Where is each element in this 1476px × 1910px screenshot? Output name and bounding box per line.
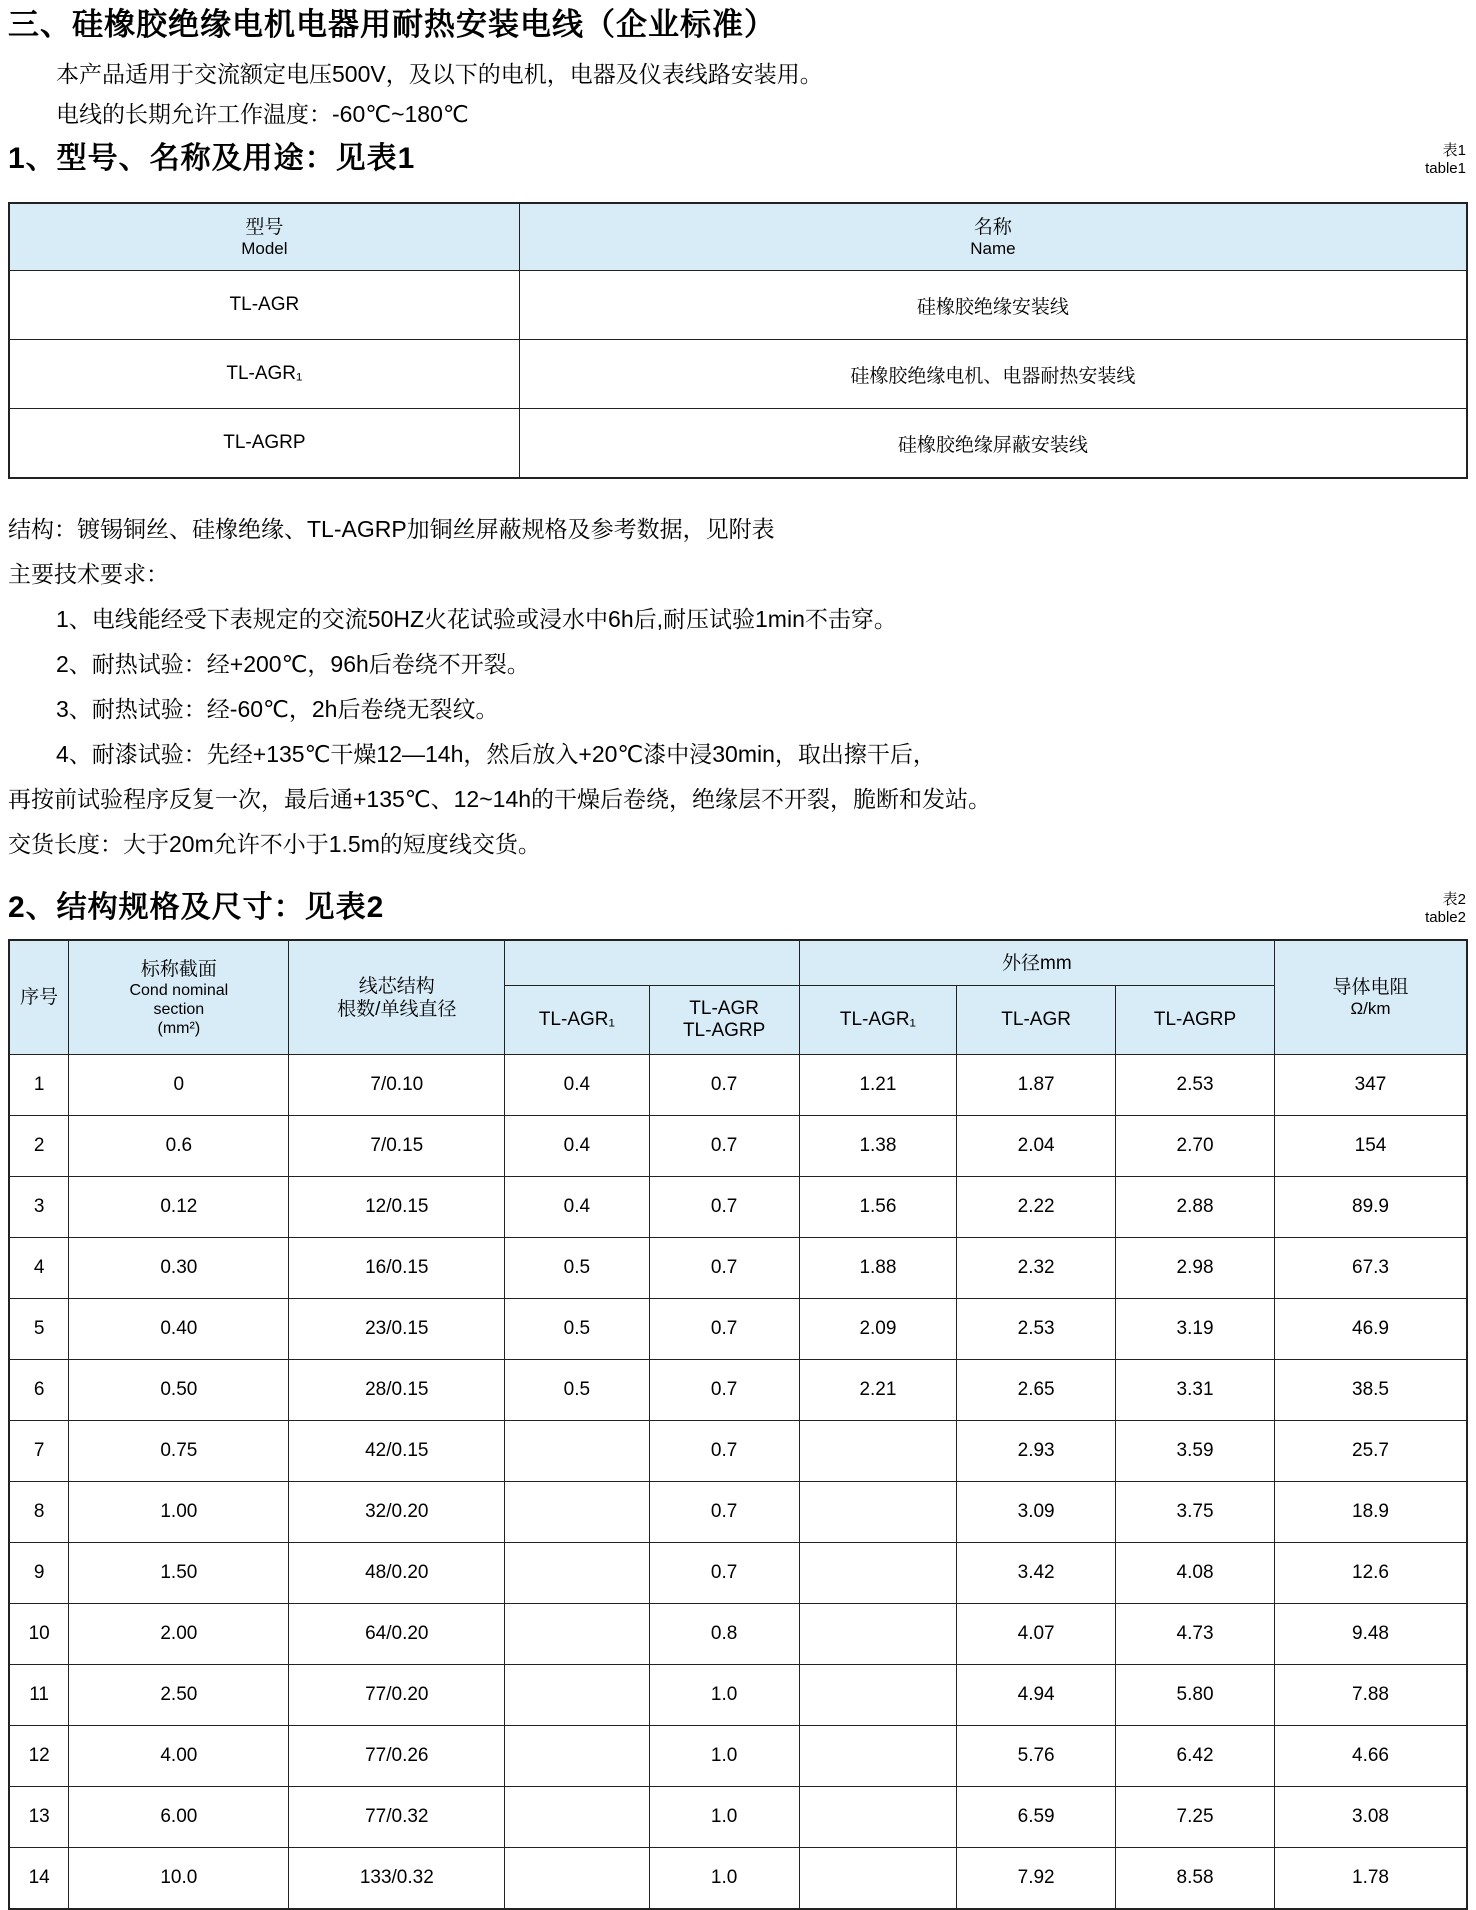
table2-core-structure-cell: 12/0.15 — [289, 1177, 505, 1238]
table2-core-structure-cell: 77/0.20 — [289, 1665, 505, 1726]
table2-od-agr1-cell: 2.09 — [799, 1299, 956, 1360]
table2-od-agr-cell: 6.59 — [957, 1787, 1116, 1848]
table2-thickness-agr-agrp-cell: 0.7 — [649, 1360, 799, 1421]
core-structure-cn2: 根数/单线直径 — [337, 998, 457, 1020]
table2-od-agr-cell: 2.32 — [957, 1238, 1116, 1299]
table2-thickness-agr-agrp-cell: 1.0 — [649, 1848, 799, 1910]
table2-od-agrp-cell: 4.73 — [1116, 1604, 1275, 1665]
table1-model-name — [8, 202, 1468, 479]
table2-resistance-cell: 46.9 — [1275, 1299, 1468, 1360]
table2-seq-cell: 6 — [9, 1360, 69, 1421]
thickness-agr-agrp-header — [649, 986, 799, 1055]
table1-row — [9, 271, 1467, 340]
table2-spec-dimensions — [8, 939, 1468, 1910]
table2-seq-cell: 8 — [9, 1482, 69, 1543]
table2-thickness-agr-agrp-cell: 1.0 — [649, 1787, 799, 1848]
table1-model-cell: TL-AGR₁ — [9, 340, 519, 409]
table1-name-header-en: Name — [970, 238, 1016, 258]
table2-core-structure-cell: 32/0.20 — [289, 1482, 505, 1543]
requirement-item: 2、耐热试验：经+200℃，96h后卷绕不开裂。 — [56, 651, 530, 677]
table2-row — [9, 1055, 1467, 1116]
table2-nominal-section-cell: 0.6 — [69, 1116, 289, 1177]
table2-nominal-section-cell: 0.75 — [69, 1421, 289, 1482]
table1-name-header-cn: 名称 — [973, 216, 1012, 238]
section1-heading: 1、型号、名称及用途：见表1 — [8, 142, 416, 175]
table2-resistance-cell: 67.3 — [1275, 1238, 1468, 1299]
table2-core-structure-cell: 133/0.32 — [289, 1848, 505, 1910]
table2-nominal-section-cell: 0.40 — [69, 1299, 289, 1360]
table2-core-structure-cell: 7/0.10 — [289, 1055, 505, 1116]
table2-od-agr-cell: 3.09 — [957, 1482, 1116, 1543]
section2-heading: 2、结构规格及尺寸：见表2 — [8, 891, 385, 924]
table2-od-agrp-cell: 4.08 — [1116, 1543, 1275, 1604]
table2-seq-cell: 7 — [9, 1421, 69, 1482]
table1-name-cell: 硅橡胶绝缘安装线 — [519, 271, 1467, 340]
table2-seq-cell: 12 — [9, 1726, 69, 1787]
nominal-section-cn: 标称截面 — [140, 958, 217, 980]
od-agr-header: TL-AGR — [957, 986, 1116, 1055]
table2-od-agr1-cell: 1.88 — [799, 1238, 956, 1299]
table2-core-structure-cell: 48/0.20 — [289, 1543, 505, 1604]
nominal-section-en2: section — [153, 1000, 205, 1018]
table2-nominal-section-cell: 2.00 — [69, 1604, 289, 1665]
table2-row — [9, 1787, 1467, 1848]
requirements-title: 主要技术要求： — [8, 561, 169, 587]
table2-row — [9, 1543, 1467, 1604]
thickness-agr-line: TL-AGR — [689, 998, 759, 1019]
table2-nominal-section-cell: 1.50 — [69, 1543, 289, 1604]
table2-seq-cell: 13 — [9, 1787, 69, 1848]
table2-resistance-cell: 4.66 — [1275, 1726, 1468, 1787]
table2-row — [9, 1360, 1467, 1421]
od-agr1-header: TL-AGR₁ — [799, 986, 956, 1055]
table1-model-cell: TL-AGRP — [9, 409, 519, 479]
table2-seq-cell: 11 — [9, 1665, 69, 1726]
table2-row — [9, 1116, 1467, 1177]
seq-header — [9, 940, 69, 1055]
intro-block — [8, 54, 1468, 134]
table2-od-agr-cell: 2.65 — [957, 1360, 1116, 1421]
core-structure-cn1: 线芯结构 — [358, 975, 435, 997]
table1-label-cn: 表1 — [1442, 142, 1466, 159]
core-structure-header — [289, 940, 505, 1055]
table2-thickness-agr-agrp-cell: 0.7 — [649, 1421, 799, 1482]
table2-od-agr-cell: 2.04 — [957, 1116, 1116, 1177]
table2-seq-cell: 5 — [9, 1299, 69, 1360]
table2-od-agr1-cell: 1.38 — [799, 1116, 956, 1177]
table2-nominal-section-cell: 6.00 — [69, 1787, 289, 1848]
table2-od-agr-cell: 2.22 — [957, 1177, 1116, 1238]
requirement-item: 4、耐漆试验：先经+135℃干燥12—14h，然后放入+20℃漆中浸30min，取出擦干后， — [56, 741, 936, 767]
table2-od-agrp-cell: 3.31 — [1116, 1360, 1275, 1421]
requirement-continuation: 再按前试验程序反复一次，最后通+135℃、12~14h的干燥后卷绕，绝缘层不开裂，脆断和发站。 — [8, 786, 992, 812]
intro-line: 电线的长期允许工作温度：-60℃~180℃ — [56, 101, 469, 127]
table2-resistance-cell: 1.78 — [1275, 1848, 1468, 1910]
table2-thickness-agr1-cell — [505, 1726, 649, 1787]
table2-seq-cell: 4 — [9, 1238, 69, 1299]
table2-core-structure-cell: 77/0.32 — [289, 1787, 505, 1848]
table2-od-agr-cell: 3.42 — [957, 1543, 1116, 1604]
table1-row — [9, 409, 1467, 479]
table2-thickness-agr-agrp-cell: 0.7 — [649, 1177, 799, 1238]
section1-header-row — [8, 140, 1468, 178]
table2-nominal-section-cell: 1.00 — [69, 1482, 289, 1543]
outer-diameter-group-header — [799, 940, 1274, 986]
table2-od-agr1-cell — [799, 1848, 956, 1910]
notes-block — [8, 507, 1468, 867]
table1-model-header — [9, 203, 519, 271]
table2-row — [9, 1238, 1467, 1299]
table2-label — [1425, 891, 1468, 927]
table2-row — [9, 1665, 1467, 1726]
conductor-resistance-header — [1275, 940, 1468, 1055]
table1-model-header-en: Model — [241, 238, 288, 258]
table2-nominal-section-cell: 0 — [69, 1055, 289, 1116]
table2-thickness-agr1-cell — [505, 1421, 649, 1482]
table2-nominal-section-cell: 4.00 — [69, 1726, 289, 1787]
table2-resistance-cell: 3.08 — [1275, 1787, 1468, 1848]
table2-resistance-cell: 18.9 — [1275, 1482, 1468, 1543]
table2-thickness-agr1-cell — [505, 1848, 649, 1910]
table2-nominal-section-cell: 0.30 — [69, 1238, 289, 1299]
table2-body — [9, 1055, 1467, 1910]
table2-od-agr1-cell — [799, 1787, 956, 1848]
table2-resistance-cell: 89.9 — [1275, 1177, 1468, 1238]
structure-note: 结构：镀锡铜丝、硅橡绝缘、TL-AGRP加铜丝屏蔽规格及参考数据，见附表 — [8, 516, 775, 542]
table2-od-agr1-cell — [799, 1604, 956, 1665]
thickness-agr1-header: TL-AGR₁ — [505, 986, 649, 1055]
table2-thickness-agr1-cell: 0.4 — [505, 1177, 649, 1238]
table2-row — [9, 1177, 1467, 1238]
nominal-section-unit: (mm²) — [157, 1019, 201, 1037]
table2-thickness-agr1-cell — [505, 1665, 649, 1726]
table2-core-structure-cell: 23/0.15 — [289, 1299, 505, 1360]
table2-thickness-agr-agrp-cell: 1.0 — [649, 1665, 799, 1726]
table2-od-agrp-cell: 5.80 — [1116, 1665, 1275, 1726]
table2-od-agrp-cell: 3.59 — [1116, 1421, 1275, 1482]
table2-resistance-cell: 347 — [1275, 1055, 1468, 1116]
table2-od-agr-cell: 2.93 — [957, 1421, 1116, 1482]
table2-resistance-cell: 154 — [1275, 1116, 1468, 1177]
table2-thickness-agr1-cell — [505, 1543, 649, 1604]
table2-thickness-agr-agrp-cell: 0.7 — [649, 1482, 799, 1543]
table2-od-agr1-cell — [799, 1665, 956, 1726]
nominal-section-en1: Cond nominal — [129, 981, 229, 999]
table2-od-agrp-cell: 3.75 — [1116, 1482, 1275, 1543]
table2-row — [9, 1604, 1467, 1665]
table2-od-agrp-cell: 2.98 — [1116, 1238, 1275, 1299]
table2-core-structure-cell: 42/0.15 — [289, 1421, 505, 1482]
table2-label-cn: 表2 — [1442, 891, 1466, 908]
table2-od-agrp-cell: 8.58 — [1116, 1848, 1275, 1910]
table2-seq-cell: 2 — [9, 1116, 69, 1177]
table2-od-agr1-cell — [799, 1543, 956, 1604]
table2-od-agrp-cell: 7.25 — [1116, 1787, 1275, 1848]
table2-thickness-agr1-cell: 0.5 — [505, 1238, 649, 1299]
table1-label — [1425, 142, 1468, 178]
table2-od-agrp-cell: 2.70 — [1116, 1116, 1275, 1177]
table2-od-agr1-cell — [799, 1726, 956, 1787]
table2-row — [9, 1482, 1467, 1543]
table2-od-agr1-cell: 1.21 — [799, 1055, 956, 1116]
table2-od-agr1-cell: 2.21 — [799, 1360, 956, 1421]
table1-header-row — [9, 203, 1467, 271]
table2-od-agr-cell: 1.87 — [957, 1055, 1116, 1116]
table2-thickness-agr-agrp-cell: 0.7 — [649, 1299, 799, 1360]
table2-od-agr1-cell: 1.56 — [799, 1177, 956, 1238]
requirement-item: 1、电线能经受下表规定的交流50HZ火花试验或浸水中6h后,耐压试验1min不击穿。 — [56, 606, 897, 632]
table2-resistance-cell: 38.5 — [1275, 1360, 1468, 1421]
table2-seq-cell: 3 — [9, 1177, 69, 1238]
od-agrp-header: TL-AGRP — [1116, 986, 1275, 1055]
conductor-resistance-unit: Ω/km — [1350, 999, 1391, 1018]
table1-name-header — [519, 203, 1467, 271]
outer-diameter-group-text: 外径mm — [1002, 952, 1072, 974]
table2-thickness-agr1-cell — [505, 1482, 649, 1543]
table1-name-cell: 硅橡胶绝缘屏蔽安装线 — [519, 409, 1467, 479]
intro-line: 本产品适用于交流额定电压500V，及以下的电机，电器及仪表线路安装用。 — [56, 61, 823, 87]
table2-nominal-section-cell: 0.12 — [69, 1177, 289, 1238]
table2-nominal-section-cell: 2.50 — [69, 1665, 289, 1726]
table2-thickness-agr-agrp-cell: 0.7 — [649, 1238, 799, 1299]
table2-core-structure-cell: 16/0.15 — [289, 1238, 505, 1299]
table2-row — [9, 1726, 1467, 1787]
table2-core-structure-cell: 64/0.20 — [289, 1604, 505, 1665]
table2-thickness-agr-agrp-cell: 0.7 — [649, 1116, 799, 1177]
table2-row — [9, 1299, 1467, 1360]
table2-od-agr-cell: 4.94 — [957, 1665, 1116, 1726]
table2-thickness-agr1-cell: 0.5 — [505, 1360, 649, 1421]
table2-header-group-row — [9, 940, 1467, 986]
table2-od-agr-cell: 2.53 — [957, 1299, 1116, 1360]
table2-thickness-agr-agrp-cell: 0.7 — [649, 1055, 799, 1116]
table2-seq-cell: 14 — [9, 1848, 69, 1910]
delivery-note: 交货长度：大于20m允许不小于1.5m的短度线交货。 — [8, 831, 541, 857]
table2-core-structure-cell: 28/0.15 — [289, 1360, 505, 1421]
table2-row — [9, 1421, 1467, 1482]
nominal-section-header — [69, 940, 289, 1055]
table2-core-structure-cell: 7/0.15 — [289, 1116, 505, 1177]
table2-od-agr1-cell — [799, 1421, 956, 1482]
table2-row — [9, 1848, 1467, 1910]
table1-model-cell: TL-AGR — [9, 271, 519, 340]
table2-seq-cell: 9 — [9, 1543, 69, 1604]
table2-thickness-agr1-cell — [505, 1604, 649, 1665]
table2-seq-cell: 10 — [9, 1604, 69, 1665]
table2-thickness-agr1-cell: 0.4 — [505, 1055, 649, 1116]
table2-resistance-cell: 12.6 — [1275, 1543, 1468, 1604]
table1-label-en: table1 — [1425, 160, 1466, 177]
table2-od-agr1-cell — [799, 1482, 956, 1543]
table2-thickness-agr1-cell — [505, 1787, 649, 1848]
table2-od-agrp-cell: 2.88 — [1116, 1177, 1275, 1238]
page-title: 三、硅橡胶绝缘电机电器用耐热安装电线（企业标准） — [8, 7, 776, 42]
table2-resistance-cell: 25.7 — [1275, 1421, 1468, 1482]
table1-row — [9, 340, 1467, 409]
table2-thickness-agr1-cell: 0.5 — [505, 1299, 649, 1360]
table2-thickness-agr-agrp-cell: 0.8 — [649, 1604, 799, 1665]
table2-od-agrp-cell: 3.19 — [1116, 1299, 1275, 1360]
table2-resistance-cell: 9.48 — [1275, 1604, 1468, 1665]
table2-resistance-cell: 7.88 — [1275, 1665, 1468, 1726]
table2-nominal-section-cell: 0.50 — [69, 1360, 289, 1421]
table2-core-structure-cell: 77/0.26 — [289, 1726, 505, 1787]
table2-od-agr-cell: 4.07 — [957, 1604, 1116, 1665]
table1-name-cell: 硅橡胶绝缘电机、电器耐热安装线 — [519, 340, 1467, 409]
conductor-resistance-cn: 导体电阻 — [1332, 977, 1409, 998]
table2-thickness-agr1-cell: 0.4 — [505, 1116, 649, 1177]
table2-thickness-agr-agrp-cell: 0.7 — [649, 1543, 799, 1604]
thickness-group-header — [505, 940, 800, 986]
requirement-item: 3、耐热试验：经-60℃，2h后卷绕无裂纹。 — [56, 696, 499, 722]
table2-od-agr-cell: 7.92 — [957, 1848, 1116, 1910]
table2-od-agr-cell: 5.76 — [957, 1726, 1116, 1787]
table2-seq-cell: 1 — [9, 1055, 69, 1116]
table2-label-en: table2 — [1425, 909, 1466, 926]
seq-header-text: 序号 — [20, 987, 59, 1008]
table1-model-header-cn: 型号 — [245, 216, 284, 238]
table2-od-agrp-cell: 2.53 — [1116, 1055, 1275, 1116]
table2-od-agrp-cell: 6.42 — [1116, 1726, 1275, 1787]
table2-thickness-agr-agrp-cell: 1.0 — [649, 1726, 799, 1787]
table2-nominal-section-cell: 10.0 — [69, 1848, 289, 1910]
section2-header-row — [8, 889, 1468, 927]
thickness-agrp-line: TL-AGRP — [682, 1020, 766, 1041]
